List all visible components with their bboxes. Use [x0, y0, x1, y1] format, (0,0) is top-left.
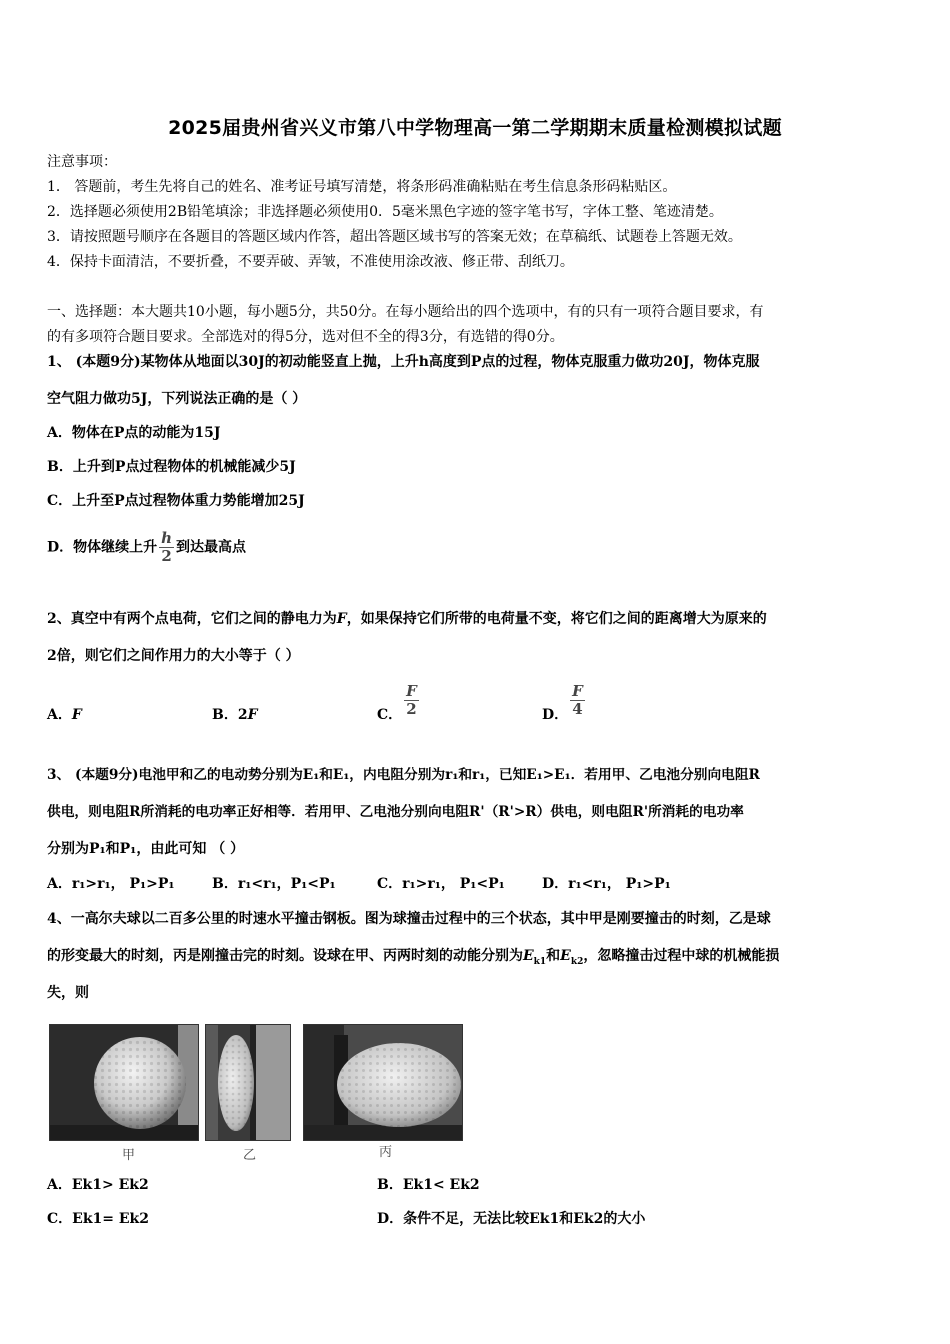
q4-stem-and: 和: [546, 948, 561, 964]
q3-stem-line1: 3、 (本题9分)电池甲和乙的电动势分别为E₁和E₁，内电阻分别为r₁和r₁，已知E₁>E₁．若用甲、乙电池分别向电阻R: [47, 767, 760, 783]
q4-stem-text-cont: ，忽略撞击过程中球的机械能损: [583, 948, 780, 964]
q2-stem-line1: [47, 610, 767, 628]
q1-option-d-suffix: 到达最高点: [176, 539, 247, 556]
q2-option-b-label: B．2: [212, 707, 248, 723]
q4-stem-text: 的形变最大的时刻，丙是刚撞击完的时刻。设球在甲、丙两时刻的动能分别为: [47, 948, 523, 964]
photo-jia: [49, 1024, 199, 1141]
notice-item-2: 2．选择题必须使用2B铅笔填涂；非选择题必须使用0．5毫米黑色字迹的签字笔书写，字体工整、笔迹清楚。: [47, 204, 723, 220]
fraction-denominator: 4: [570, 700, 585, 718]
q1-stem-line2: 空气阻力做功5J，下列说法正确的是（ ）: [47, 391, 307, 407]
notice-item-4: 4．保持卡面清洁，不要折叠，不要弄破、弄皱，不准使用涂改液、修正带、刮纸刀。: [47, 254, 574, 270]
golf-ball-bing-icon: [304, 1025, 462, 1140]
q2-option-d: [542, 682, 587, 723]
caption-yi: 乙: [243, 1148, 257, 1163]
fraction-denominator: 2: [404, 700, 419, 718]
q3-option-d: D．r₁<r₁， P₁>P₁: [542, 876, 671, 892]
photo-yi: [205, 1024, 291, 1141]
fraction-denominator: 2: [159, 547, 174, 565]
golf-ball-jia-icon: [50, 1025, 198, 1140]
q2-option-d-label: D．: [542, 706, 569, 723]
q3-option-a: A．r₁>r₁， P₁>P₁: [47, 876, 175, 892]
q2-option-a: [47, 706, 82, 724]
fraction-f-over-2: [404, 683, 419, 718]
q4-option-d: D．条件不足，无法比较Ek1和Ek2的大小: [377, 1211, 646, 1227]
q2-option-c: [377, 682, 421, 723]
fraction-numerator: h: [161, 529, 173, 547]
notice-item-1: 1． 答题前，考生先将自己的姓名、准考证号填写清楚，将条形码准确粘贴在考生信息条形码粘贴区。: [47, 179, 677, 195]
fraction-numerator: F: [406, 682, 417, 700]
caption-jia: 甲: [122, 1148, 136, 1163]
notice-heading: 注意事项：: [47, 154, 117, 170]
q4-stem-line2: 的形变最大的时刻，丙是刚撞击完的时刻。设球在甲、丙两时刻的动能分别为$E_{k1}$和$E_{k2}$，忽略撞击过程中球的机械能损: [47, 948, 780, 967]
q2-stem-text-cont: ，如果保持它们所带的电荷量不变，将它们之间的距离增大为原来的: [346, 611, 767, 627]
q1-option-d-prefix: D．物体继续上升: [47, 539, 158, 556]
q2-option-b: [212, 706, 258, 724]
q1-option-b: B．上升到P点过程物体的机械能减少5J: [47, 459, 296, 475]
q3-stem-line3: 分别为P₁和P₁，由此可知 （ ）: [47, 841, 245, 857]
golf-ball-yi-icon: [206, 1025, 290, 1140]
q1-option-a: A．物体在P点的动能为15J: [47, 425, 221, 441]
section-intro-line1: 一、选择题：本大题共10小题，每小题5分，共50分。在每小题给出的四个选项中，有的只有一项符合题目要求，有: [47, 304, 764, 320]
q2-stem-line2: 2倍，则它们之间作用力的大小等于（ ）: [47, 648, 300, 664]
q2-option-b-value: F: [247, 707, 258, 723]
q2-option-c-label: C．: [377, 706, 403, 723]
q2-stem-text: 2、真空中有两个点电荷，它们之间的静电力为: [47, 611, 337, 627]
fraction-numerator: F: [572, 682, 583, 700]
fraction-h-over-2: [159, 530, 174, 565]
q4-option-b: B．Ek1< Ek2: [377, 1177, 480, 1193]
q1-option-d: [47, 530, 246, 565]
section-intro-line2: 的有多项符合题目要求。全部选对的得5分，选对但不全的得3分，有选错的得0分。: [47, 329, 564, 345]
q3-stem-line2: 供电，则电阻R所消耗的电功率正好相等．若用甲、乙电池分别向电阻R'（R'>R）供电，则电阻R'所消耗的电功率: [47, 804, 744, 820]
caption-bing: 丙: [379, 1145, 393, 1160]
q2-option-a-label: A．: [47, 707, 72, 723]
q3-option-c: C．r₁>r₁， P₁<P₁: [377, 876, 505, 892]
q4-stem-line1: 4、一高尔夫球以二百多公里的时速水平撞击钢板。图为球撞击过程中的三个状态，其中甲是刚要撞击的时刻，乙是球: [47, 911, 771, 927]
photo-bing: [303, 1024, 463, 1141]
q2-force-symbol: F: [336, 611, 347, 627]
q2-option-a-value: F: [71, 707, 82, 723]
fraction-f-over-4: [570, 683, 585, 718]
q1-option-c: C．上升至P点过程物体重力势能增加25J: [47, 493, 305, 509]
q3-option-b: B．r₁<r₁，P₁<P₁: [212, 876, 336, 892]
notice-item-3: 3．请按照题号顺序在各题目的答题区域内作答，超出答题区域书写的答案无效；在草稿纸、试题卷上答题无效。: [47, 229, 742, 245]
q4-option-c: C．Ek1= Ek2: [47, 1211, 149, 1227]
q4-option-a: A．Ek1> Ek2: [47, 1177, 149, 1193]
page-title: 2025届贵州省兴义市第八中学物理高一第二学期期末质量检测模拟试题: [168, 117, 782, 139]
q1-stem-line1: 1、 (本题9分)某物体从地面以30J的初动能竖直上抛，上升h高度到P点的过程，物体克服重力做功20J，物体克服: [47, 354, 760, 370]
q4-stem-line3: 失，则: [47, 985, 89, 1001]
